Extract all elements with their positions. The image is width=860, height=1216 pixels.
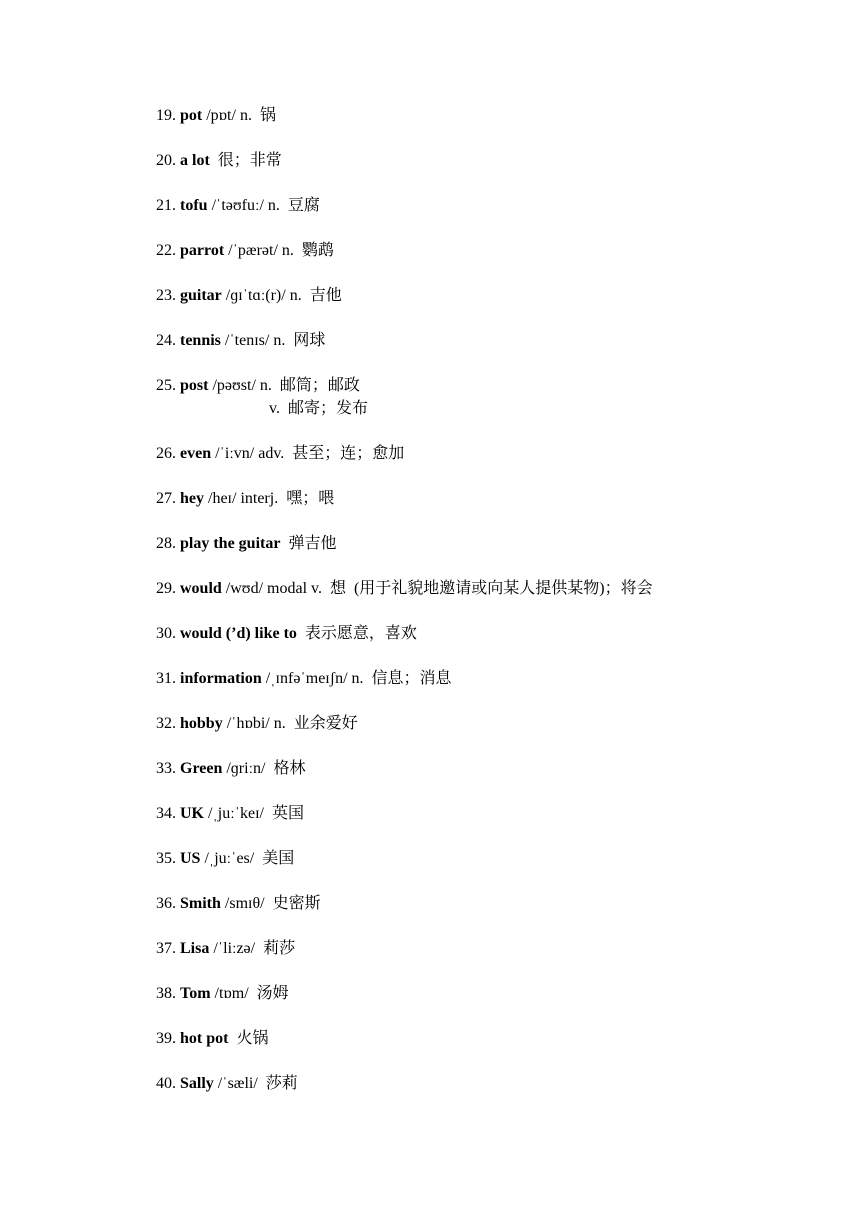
entry-definition: 很；非常 (209, 152, 282, 169)
entry-word: Lisa (180, 940, 210, 957)
entry-number: 27. (156, 490, 176, 507)
entry-word: UK (180, 805, 204, 822)
vocab-entry (156, 195, 320, 217)
entry-definition: /ˈhɒbi/ n. 业余爱好 (222, 715, 358, 732)
entry-word: Sally (180, 1075, 214, 1092)
entry-number: 21. (156, 197, 176, 214)
entry-number: 37. (156, 940, 176, 957)
entry-word: hot pot (180, 1030, 229, 1047)
entry-word: would (’d) like to (180, 625, 297, 642)
entry-number: 20. (156, 152, 176, 169)
entry-definition: /ˈliːzə/ 莉莎 (209, 940, 296, 957)
entry-number: 31. (156, 670, 176, 687)
vocab-entry (156, 938, 295, 960)
vocab-entry (156, 1028, 268, 1050)
entry-word: tofu (180, 197, 208, 214)
entry-word: post (180, 377, 209, 394)
entry-number: 25. (156, 377, 176, 394)
entry-number: 35. (156, 850, 176, 867)
entry-word: hey (180, 490, 204, 507)
entry-definition: /ˌjuːˈes/ 美国 (200, 850, 295, 867)
entry-definition: /tɒm/ 汤姆 (210, 985, 289, 1002)
entry-word: parrot (180, 242, 225, 259)
entry-word: play the guitar (180, 535, 281, 552)
entry-definition: /ˈtəʊfuː/ n. 豆腐 (207, 197, 320, 214)
vocab-entry (156, 758, 305, 780)
entry-number: 19. (156, 107, 176, 124)
entry-definition: /ˈiːvn/ adv. 甚至；连；愈加 (211, 445, 405, 462)
entry-word: even (180, 445, 212, 462)
entry-number: 32. (156, 715, 176, 732)
entry-word: guitar (180, 287, 222, 304)
vocab-entry (156, 668, 452, 690)
vocab-entry (156, 330, 325, 352)
entry-number: 28. (156, 535, 176, 552)
entry-definition: /ˌɪnfəˈmeɪʃn/ n. 信息；消息 (261, 670, 452, 687)
vocab-entry (156, 443, 404, 465)
entry-definition: /ˈtenɪs/ n. 网球 (220, 332, 326, 349)
entry-definition: /wʊd/ modal v. 想 (用于礼貌地邀请或向某人提供某物)；将会 (221, 580, 653, 597)
entry-number: 23. (156, 287, 176, 304)
entry-word: Smith (180, 895, 221, 912)
entry-definition: /ˈpærət/ n. 鹦鹉 (224, 242, 334, 259)
vocab-entry (156, 623, 417, 645)
entry-definition: /ˈsæli/ 莎莉 (213, 1075, 298, 1092)
vocab-entry (156, 848, 294, 870)
entry-word: tennis (180, 332, 221, 349)
entry-number: 40. (156, 1075, 176, 1092)
entry-word: Green (180, 760, 223, 777)
entry-number: 29. (156, 580, 176, 597)
vocab-entry (156, 893, 321, 915)
entry-definition: /smɪθ/ 史密斯 (220, 895, 321, 912)
vocab-entry (156, 240, 334, 262)
entry-number: 36. (156, 895, 176, 912)
vocab-entry (156, 488, 334, 510)
entry-definition: 表示愿意，喜欢 (296, 625, 417, 642)
entry-definition: 弹吉他 (280, 535, 337, 552)
entry-word: Tom (180, 985, 211, 1002)
entry-number: 26. (156, 445, 176, 462)
entry-definition: 火锅 (228, 1030, 269, 1047)
entry-word: information (180, 670, 262, 687)
entry-definition: /heɪ/ interj. 嘿；喂 (204, 490, 335, 507)
entry-word: hobby (180, 715, 223, 732)
entry-word: a lot (180, 152, 210, 169)
entry-number: 24. (156, 332, 176, 349)
entry-number: 38. (156, 985, 176, 1002)
entry-number: 30. (156, 625, 176, 642)
vocab-entry (156, 1073, 298, 1095)
entry-word: US (180, 850, 201, 867)
entry-word: pot (180, 107, 203, 124)
vocab-entry (156, 105, 276, 127)
entry-definition: /ɡɪˈtɑː(r)/ n. 吉他 (221, 287, 342, 304)
vocab-entry (156, 803, 304, 825)
vocab-entry (156, 578, 653, 600)
entry-definition: /ˌjuːˈkeɪ/ 英国 (204, 805, 304, 822)
entry-definition: /pəʊst/ n. 邮筒；邮政 (208, 377, 360, 394)
entry-definition: /pɒt/ n. 锅 (202, 107, 276, 124)
vocab-entry (156, 285, 342, 307)
vocab-entry (156, 533, 336, 555)
entry-definition: /ɡriːn/ 格林 (222, 760, 306, 777)
entry-word: would (180, 580, 222, 597)
entry-number: 34. (156, 805, 176, 822)
entry-continuation: v. 邮寄；发布 (269, 400, 368, 417)
vocab-entry (156, 375, 360, 397)
vocab-entry (156, 983, 289, 1005)
entry-number: 39. (156, 1030, 176, 1047)
entry-number: 22. (156, 242, 176, 259)
vocab-entry (156, 150, 282, 172)
vocab-entry (156, 713, 358, 735)
entry-number: 33. (156, 760, 176, 777)
